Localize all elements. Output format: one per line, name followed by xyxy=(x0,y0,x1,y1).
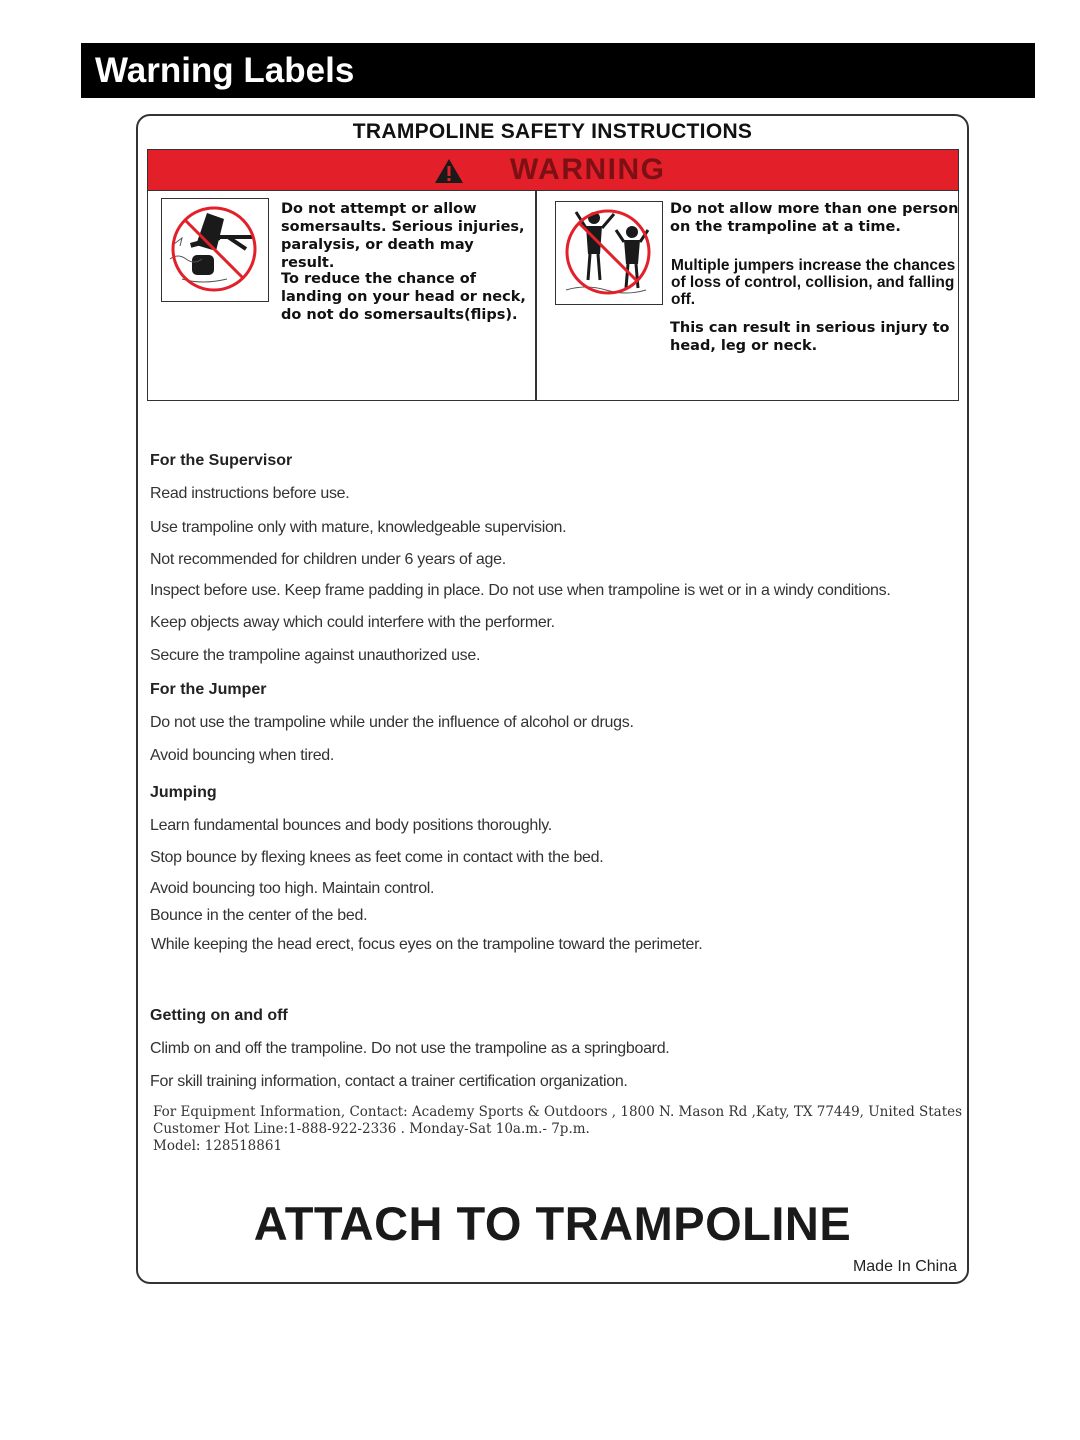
page-header xyxy=(81,43,1035,98)
serious-injury-text: This can result in serious injury to head, leg or neck. xyxy=(670,320,950,354)
jumping-line: While keeping the head erect, focus eyes on the trampoline toward the perimeter. xyxy=(151,936,703,953)
jumper-line: Do not use the trampoline while under the influence of alcohol or drugs. xyxy=(150,714,634,731)
somersault-advice-text: To reduce the chance of landing on your head or neck, do not do somersaults(flips). xyxy=(281,271,526,323)
jumping-line: Avoid bouncing too high. Maintain control. xyxy=(150,880,435,897)
supervisor-line: Secure the trampoline against unauthorized use. xyxy=(150,647,481,664)
hotline-info: Customer Hot Line:1-888-922-2336 . Monday-Sat 10a.m.- 7p.m. xyxy=(153,1121,590,1137)
panel-divider xyxy=(535,191,537,400)
multiple-jumpers-text: Multiple jumpers increase the chances of loss of control, collision, and falling off. xyxy=(671,257,956,308)
warning-triangle-icon xyxy=(434,158,464,184)
model-number: Model: 128518861 xyxy=(153,1138,283,1154)
multiple-jumpers-icon xyxy=(556,202,661,303)
jumping-line: Learn fundamental bounces and body positions thoroughly. xyxy=(150,817,552,834)
supervisor-line: Inspect before use. Keep frame padding in place. Do not use when trampoline is wet or in a windy conditions. xyxy=(150,582,891,599)
supervisor-line: Not recommended for children under 6 years of age. xyxy=(150,551,506,568)
one-person-warning-text: Do not allow more than one person on the trampoline at a time. xyxy=(670,201,959,235)
getting-on-heading: Getting on and off xyxy=(150,1007,288,1024)
warning-bar xyxy=(147,149,959,191)
getting-on-line: For skill training information, contact a trainer certification organization. xyxy=(150,1073,628,1090)
no-somersault-pictogram xyxy=(161,198,269,302)
supervisor-line: Read instructions before use. xyxy=(150,485,350,502)
warning-text: WARNING xyxy=(510,153,666,186)
attach-notice: ATTACH TO TRAMPOLINE xyxy=(253,1197,852,1250)
supervisor-line: Use trampoline only with mature, knowledgeable supervision. xyxy=(150,519,567,536)
one-person-pictogram xyxy=(555,201,663,305)
page-title: Warning Labels xyxy=(95,51,355,90)
supervisor-heading: For the Supervisor xyxy=(150,452,293,469)
contact-info: For Equipment Information, Contact: Academy Sports & Outdoors , 1800 N. Mason Rd ,Katy, TX 77449, United States xyxy=(153,1104,963,1120)
somersault-warning-text: Do not attempt or allow somersaults. Serious injuries, paralysis, or death may result. xyxy=(281,201,525,271)
jumper-heading: For the Jumper xyxy=(150,681,267,698)
no-somersault-icon xyxy=(162,199,267,300)
jumping-line: Bounce in the center of the bed. xyxy=(150,907,368,924)
made-in-text: Made In China xyxy=(852,1258,957,1275)
jumping-line: Stop bounce by flexing knees as feet come in contact with the bed. xyxy=(150,849,604,866)
jumper-line: Avoid bouncing when tired. xyxy=(150,747,335,764)
warning-panels xyxy=(147,191,959,401)
safety-label xyxy=(136,114,969,1284)
supervisor-line: Keep objects away which could interfere with the performer. xyxy=(150,614,555,631)
jumping-heading: Jumping xyxy=(150,784,217,801)
label-title: TRAMPOLINE SAFETY INSTRUCTIONS xyxy=(352,120,753,143)
getting-on-line: Climb on and off the trampoline. Do not use the trampoline as a springboard. xyxy=(150,1040,670,1057)
